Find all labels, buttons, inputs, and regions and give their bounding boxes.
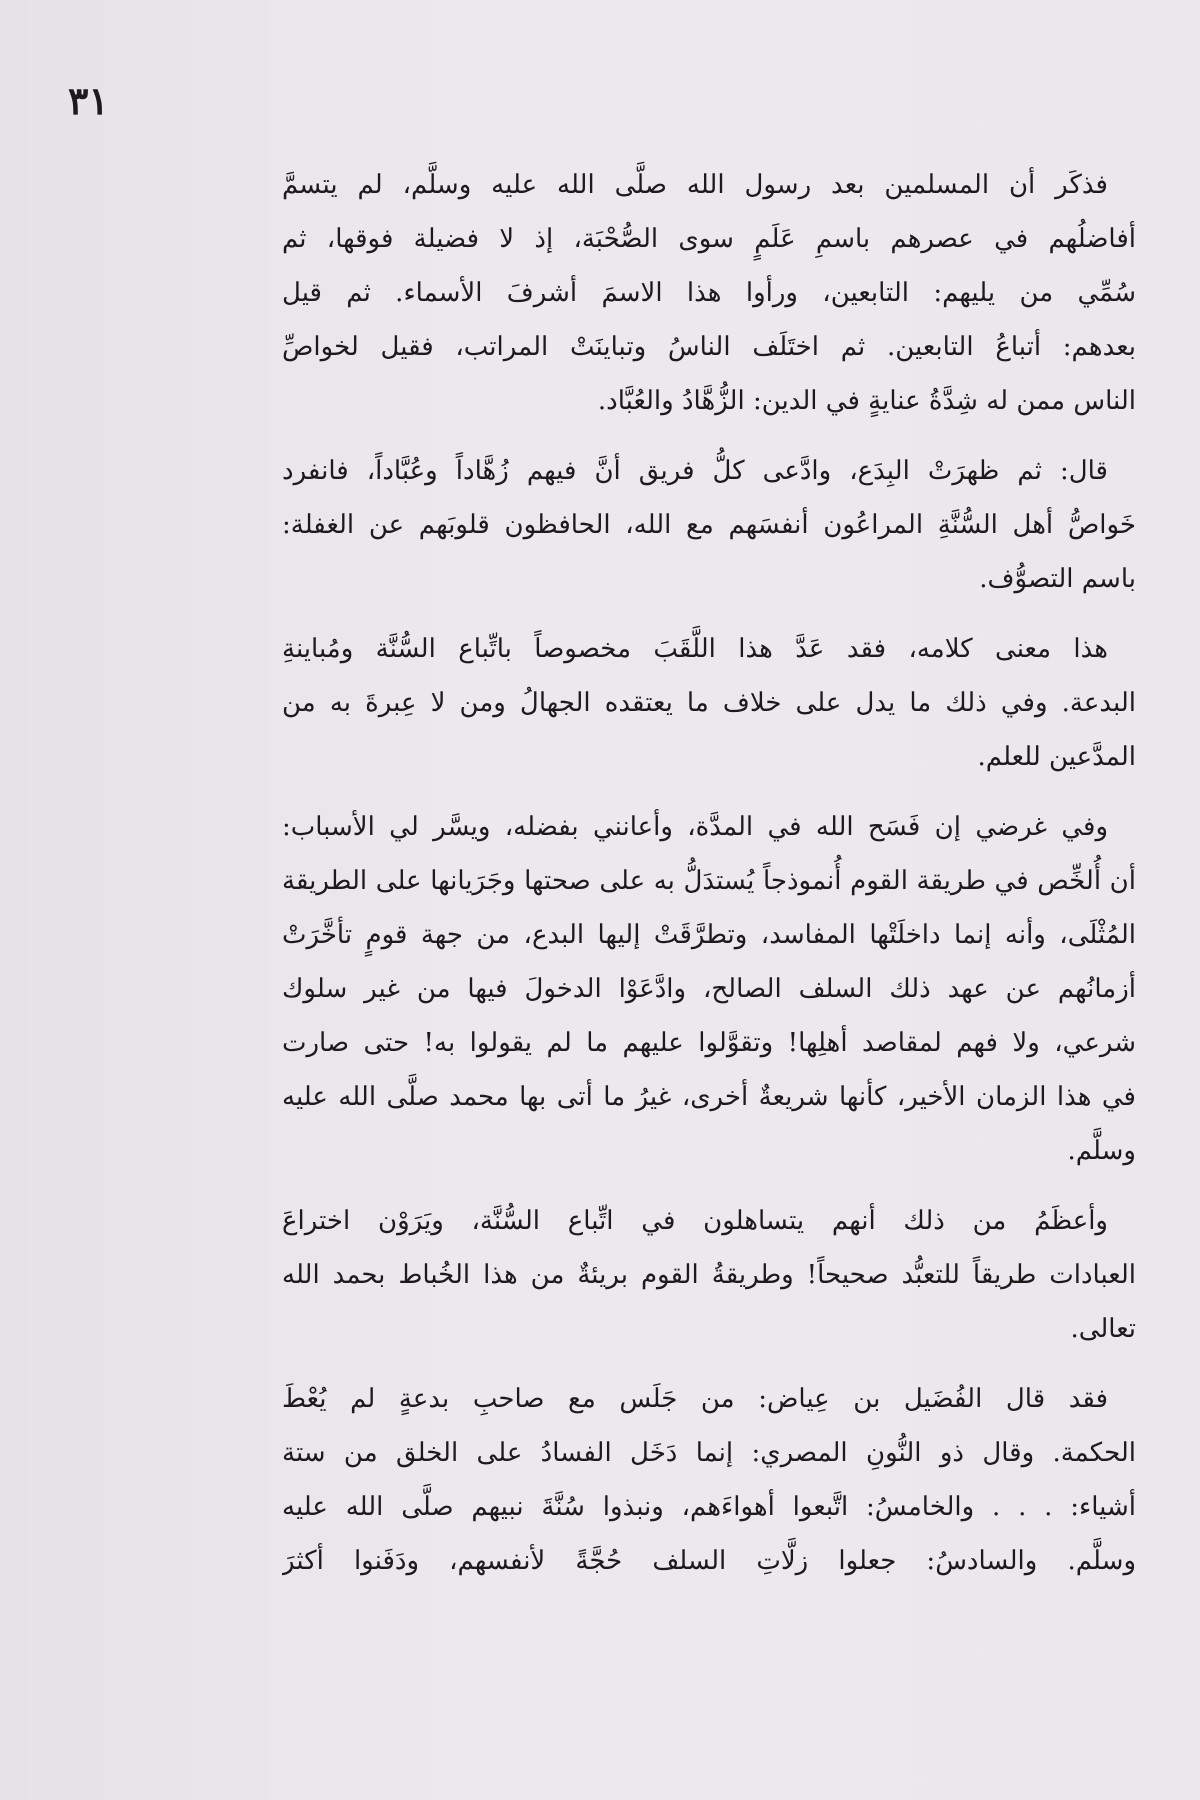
text-line: العبادات طريقاً للتعبُّد صحيحاً! وطريقةُ القوم بريئةٌ من هذا الخُباط بحمد الله	[282, 1260, 1136, 1290]
text-line: شرعي، ولا فهم لمقاصد أهلِها! وتقوَّلوا عليهم ما لم يقولوا به! حتى صارت	[282, 1028, 1136, 1058]
text-line: بعدهم: أتباعُ التابعين. ثم اختَلَف الناسُ وتباينَتْ المراتب، فقيل لخواصِّ	[282, 332, 1136, 362]
text-line: تعالى.	[1070, 1314, 1136, 1344]
page-number: ٣١	[68, 78, 109, 123]
text-line: في هذا الزمان الأخير، كأنها شريعةٌ أخرى، غيرُ ما أتى بها محمد صلَّى الله عليه	[282, 1082, 1136, 1112]
text-line: أشياء: . . . والخامسُ: اتَّبعوا أهواءَهم، ونبذوا سُنَّةَ نبيهم صلَّى الله عليه	[282, 1492, 1136, 1522]
text-line: سُمِّي من يليهم: التابعين، ورأوا هذا الاسمَ أشرفَ الأسماء. ثم قيل	[282, 278, 1136, 308]
text-line: هذا معنى كلامه، فقد عَدَّ هذا اللَّقَبَ مخصوصاً باتِّباع السُّنَّة ومُباينةِ	[282, 634, 1108, 664]
text-line: قال: ثم ظهرَتْ البِدَع، وادَّعى كلُّ فريق أنَّ فيهم زُهَّاداً وعُبَّاداً، فانفرد	[282, 456, 1108, 486]
text-line: أفاضلُهم في عصرهم باسمِ عَلَمٍ سوى الصُّحْبَة، إذ لا فضيلة فوقها، ثم	[282, 224, 1136, 254]
text-line: الناس ممن له شِدَّةُ عنايةٍ في الدين: الزُّهَّادُ والعُبَّاد.	[597, 386, 1136, 416]
text-line: وأعظَمُ من ذلك أنهم يتساهلون في اتِّباع السُّنَّة، ويَرَوْن اختراعَ	[282, 1206, 1108, 1236]
text-line: المدَّعين للعلم.	[977, 742, 1136, 772]
text-line: المُثْلَى، وأنه إنما داخلَتْها المفاسد، وتطرَّقَتْ إليها البدع، من جهة قومٍ تأخَّرَتْ	[282, 920, 1136, 950]
text-line: وسلَّم.	[1067, 1136, 1136, 1166]
paragraph-2	[282, 444, 1136, 606]
paragraph-3	[282, 622, 1136, 784]
text-line: وفي غرضي إن فَسَح الله في المدَّة، وأعانني بفضله، ويسَّر لي الأسباب:	[282, 812, 1108, 842]
text-line: خَواصُّ أهل السُّنَّةِ المراعُون أنفسَهم مع الله، الحافظون قلوبَهم عن الغفلة:	[282, 510, 1136, 540]
text-line: باسم التصوُّف.	[979, 564, 1136, 594]
paragraph-1	[282, 158, 1136, 428]
paragraph-6	[282, 1372, 1136, 1588]
text-line: فذكَر أن المسلمين بعد رسول الله صلَّى الله عليه وسلَّم، لم يتسمَّ	[282, 170, 1108, 200]
text-line: فقد قال الفُضَيل بن عِياض: من جَلَس مع صاحبِ بدعةٍ لم يُعْطَ	[282, 1384, 1108, 1414]
paragraph-5	[282, 1194, 1136, 1356]
text-line: وسلَّم. والسادسُ: جعلوا زلَّاتِ السلف حُجَّةً لأنفسهم، ودَفَنوا أكثرَ	[282, 1546, 1136, 1576]
body-text	[282, 158, 1136, 1758]
text-line: أن أُلخِّص في طريقة القوم أُنموذجاً يُستدَلُّ به على صحتها وجَرَيانها على الطريقة	[282, 866, 1136, 896]
paragraph-4	[282, 800, 1136, 1178]
text-line: الحكمة. وقال ذو النُّونِ المصري: إنما دَخَل الفسادُ على الخلق من ستة	[282, 1438, 1136, 1468]
text-line: البدعة. وفي ذلك ما يدل على خلاف ما يعتقده الجهالُ ومن لا عِبرةَ به من	[282, 688, 1136, 718]
text-line: أزمانُهم عن عهد ذلك السلف الصالح، وادَّعَوْا الدخولَ فيها من غير سلوك	[282, 974, 1136, 1004]
